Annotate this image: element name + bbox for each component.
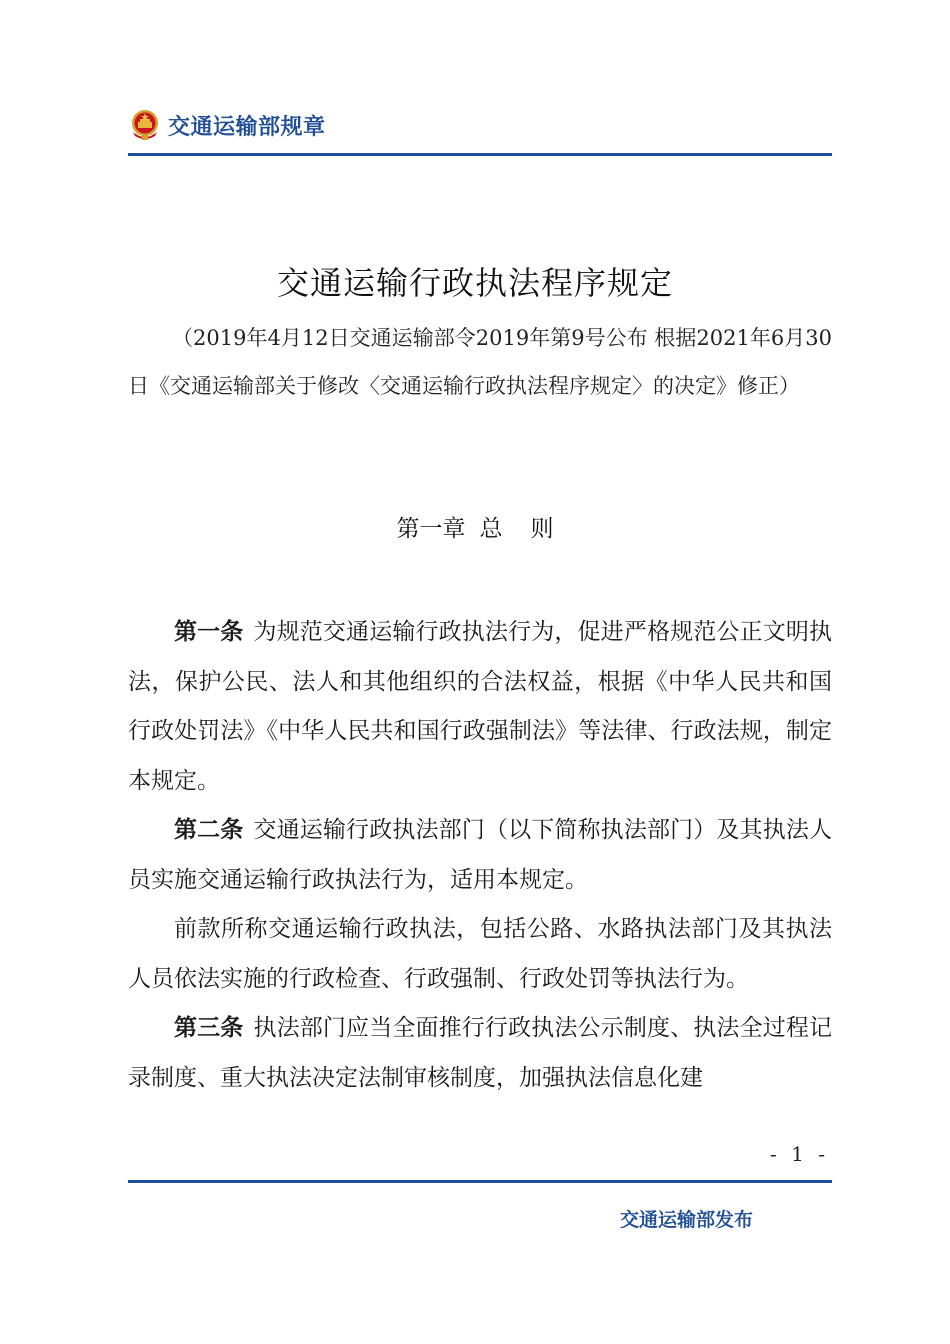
document-body [128,608,832,1103]
chapter-name-part2: 则 [530,516,554,542]
document-subtitle: （2019年4月12日交通运输部令2019年第9号公布 根据2021年6月30日《交通运输部关于修改〈交通运输行政执法程序规定〉的决定》修正） [128,326,832,398]
chapter-number: 第一章 [396,516,466,542]
footer-publisher: 交通运输部发布 [620,1209,754,1231]
article-label: 第一条 [174,619,244,645]
national-emblem-icon [128,108,162,142]
article-text: 为规范交通运输行政执法行为，促进严格规范公正文明执法，保护公民、法人和其他组织的合法权益，根据《中华人民共和国行政处罚法》《中华人民共和国行政强制法》等法律、行政法规，制定本规定。 [128,619,833,794]
article-paragraph [128,1004,832,1103]
article-label: 第二条 [174,817,244,843]
article-text: 交通运输行政执法部门（以下简称执法部门）及其执法人员实施交通运输行政执法行为，适用本规定。 [128,817,833,893]
chapter-name-part1: 总 [479,516,503,542]
chapter-heading [0,510,950,543]
header-rule [128,153,832,156]
article-text: 执法部门应当全面推行行政执法公示制度、执法全过程记录制度、重大执法决定法制审核制度，加强执法信息化建 [128,1015,833,1091]
page-header [128,102,326,148]
footer-rule [128,1180,832,1183]
article-text: 前款所称交通运输行政执法，包括公路、水路执法部门及其执法人员依法实施的行政检查、行政强制、行政处罚等执法行为。 [128,916,832,992]
article-label: 第三条 [174,1015,244,1041]
page-number: - 1 - [770,1142,829,1166]
article-paragraph [128,806,832,905]
header-title: 交通运输部规章 [168,114,326,140]
article-paragraph [128,905,832,1004]
article-paragraph [128,608,832,806]
document-title: 交通运输行政执法程序规定 [276,264,673,302]
